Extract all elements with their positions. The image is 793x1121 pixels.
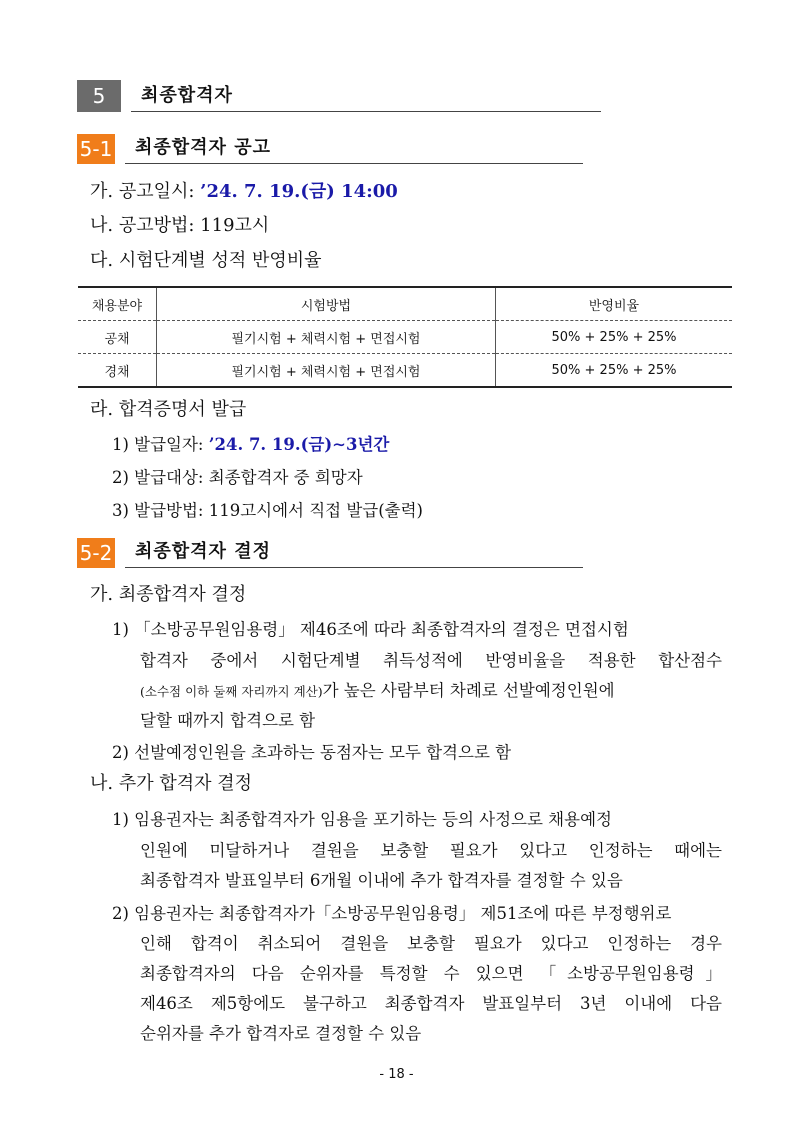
announce-method: 나. 공고방법: 119고시 (90, 215, 270, 236)
table-row (78, 321, 732, 354)
table-header-cell: 채용분야 (78, 287, 157, 321)
certificate-heading: 라. 합격증명서 발급 (90, 399, 247, 420)
table-header-cell: 반영비율 (496, 287, 733, 321)
table-cell: 필기시험 + 체력시험 + 면접시험 (157, 354, 496, 388)
certificate-date: 1) 발급일자: ’24. 7. 19.(금)∼3년간 (112, 435, 390, 454)
section-number-badge: 5-2 (77, 538, 115, 568)
table-row (78, 354, 732, 388)
section-number-badge: 5 (77, 80, 121, 112)
final-decision-heading: 가. 최종합격자 결정 (90, 584, 247, 605)
table-cell: 필기시험 + 체력시험 + 면접시험 (157, 321, 496, 354)
additional-item-1-line-1: 1) 임용권자는 최종합격자가 임용을 포기하는 등의 사정으로 채용예정 (112, 810, 612, 829)
additional-heading: 나. 추가 합격자 결정 (90, 773, 252, 794)
page-number: - 18 - (379, 1067, 414, 1082)
section-5-header (77, 80, 601, 112)
final-decision-item-1-line-1: 1) 「소방공무원임용령」 제46조에 따라 최종합격자의 결정은 면접시험 (112, 620, 629, 639)
section-title: 최종합격자 결정 (135, 541, 271, 562)
section-number-badge: 5-1 (77, 134, 115, 164)
additional-item-2-line-5: 순위자를 추가 합격자로 결정할 수 있음 (140, 1024, 422, 1043)
table-cell: 50% + 25% + 25% (496, 321, 733, 354)
additional-item-2-line-3: 최종합격자의 다음 순위자를 특정할 수 있으면 「소방공무원임용령」 (140, 964, 722, 983)
additional-item-1-line-3: 최종합격자 발표일부터 6개월 이내에 추가 합격자를 결정할 수 있음 (140, 871, 623, 890)
certificate-date-value: ’24. 7. 19.(금)∼3년간 (208, 435, 390, 454)
table-header-cell: 시험방법 (157, 287, 496, 321)
additional-item-2-line-1: 2) 임용권자는 최종합격자가「소방공무원임용령」 제51조에 따른 부정행위로 (112, 904, 672, 923)
section-5-2-header (77, 537, 583, 568)
additional-item-2-line-4: 제46조 제5항에도 불구하고 최종합격자 발표일부터 3년 이내에 다음 (140, 994, 722, 1013)
additional-item-1-line-2: 인원에 미달하거나 결원을 보충할 필요가 있다고 인정하는 때에는 (140, 841, 722, 860)
certificate-target: 2) 발급대상: 최종합격자 중 희망자 (112, 468, 363, 487)
table-cell: 50% + 25% + 25% (496, 354, 733, 388)
score-ratio-heading: 다. 시험단계별 성적 반영비율 (90, 250, 322, 271)
final-decision-item-1-line-4: 달할 때까지 합격으로 함 (140, 711, 316, 730)
final-decision-item-1-line-2: 합격자 중에서 시험단계별 취득성적에 반영비율을 적용한 합산점수 (140, 651, 722, 670)
final-decision-item-1-line-3: (소수점 이하 둘째 자리까지 계산)가 높은 사람부터 차례로 선발예정인원에 (140, 681, 615, 700)
section-title: 최종합격자 (141, 85, 233, 106)
announce-date: 가. 공고일시: ’24. 7. 19.(금) 14:00 (90, 181, 398, 202)
section-title: 최종합격자 공고 (135, 137, 271, 158)
certificate-method: 3) 발급방법: 119고시에서 직접 발급(출력) (112, 501, 423, 520)
additional-item-2-line-2: 인해 합격이 취소되어 결원을 보충할 필요가 있다고 인정하는 경우 (140, 934, 722, 953)
table-cell: 공채 (78, 321, 157, 354)
final-decision-item-2: 2) 선발예정인원을 초과하는 동점자는 모두 합격으로 함 (112, 743, 512, 762)
announce-date-value: ’24. 7. 19.(금) 14:00 (200, 181, 398, 202)
table-cell: 경채 (104, 364, 130, 380)
table-header-row (78, 287, 732, 321)
score-ratio-table (78, 286, 732, 388)
section-5-1-header (77, 133, 583, 164)
